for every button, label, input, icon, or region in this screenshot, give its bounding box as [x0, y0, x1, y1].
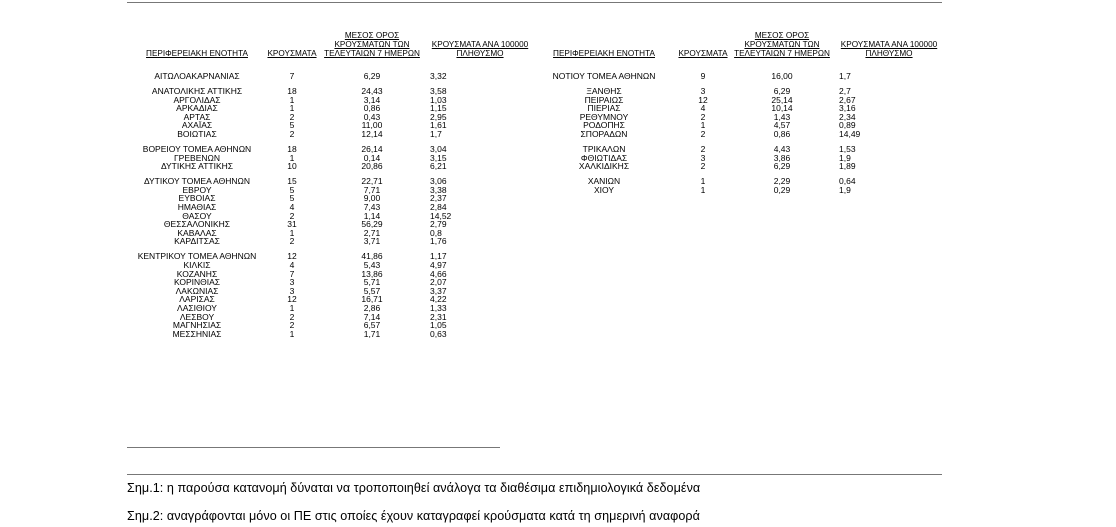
cell-name: ΒΟΙΩΤΙΑΣ	[177, 129, 217, 139]
cell-cases: 18	[287, 144, 297, 154]
cell-per100k: 0,63	[430, 328, 447, 339]
cell-cases: 12	[287, 294, 297, 305]
cell-avg: 6,57	[363, 320, 381, 331]
cell-name: ΛΕΣΒΟΥ	[179, 311, 215, 322]
cell-avg: 10,14	[771, 103, 793, 114]
cell-per100k: 1,15	[430, 103, 447, 114]
left-table	[122, 0, 542, 450]
right-table	[529, 0, 949, 450]
cell-per100k: 0,89	[839, 120, 856, 131]
cell-avg: 1,43	[773, 111, 791, 122]
cell-cases: 3	[289, 285, 295, 296]
cell-name: ΦΘΙΩΤΙΔΑΣ	[580, 152, 628, 163]
cell-avg: 5,71	[363, 277, 381, 288]
cell-name: ΚΟΖΑΝΗΣ	[176, 268, 218, 279]
cell-per100k: 3,38	[430, 184, 447, 195]
cell-name: ΛΑΡΙΣΑΣ	[179, 294, 215, 305]
cell-per100k: 4,97	[430, 260, 447, 270]
cell-per100k: 3,15	[430, 152, 447, 163]
cell-cases: 1	[289, 303, 295, 313]
cell-cases: 12	[287, 251, 297, 262]
cell-per100k: 2,37	[430, 193, 447, 204]
cell-avg: 56,29	[361, 219, 383, 230]
cell-per100k: 3,37	[430, 285, 447, 296]
cell-name: ΜΕΣΣΗΝΙΑΣ	[172, 328, 222, 339]
cell-per100k: 1,03	[430, 94, 447, 105]
right-header-region: ΠΕΡΙΦΕΡΕΙΑΚΗ ΕΝΟΤΗΤΑ	[553, 49, 655, 58]
cell-per100k: 2,31	[430, 311, 447, 322]
cell-avg: 4,43	[773, 144, 791, 154]
cell-name: ΘΑΣΟΥ	[182, 210, 212, 221]
cell-cases: 5	[289, 193, 295, 204]
cell-per100k: 1,9	[839, 184, 851, 195]
cell-name: ΓΡΕΒΕΝΩΝ	[174, 152, 220, 163]
cell-per100k: 3,32	[430, 71, 447, 81]
cell-per100k: 1,76	[430, 236, 447, 247]
cell-per100k: 14,52	[430, 210, 452, 221]
cell-per100k: 2,79	[430, 219, 447, 230]
cell-cases: 4	[289, 260, 295, 270]
cell-name: ΒΟΡΕΙΟΥ ΤΟΜΕΑ ΑΘΗΝΩΝ	[142, 144, 252, 154]
cell-name: ΚΑΡΔΙΤΣΑΣ	[174, 236, 220, 247]
cell-avg: 9,00	[363, 193, 381, 204]
right-header-per100k: ΚΡΟΥΣΜΑΤΑ ΑΝΑ 100000 ΠΛΗΘΥΣΜΟ	[840, 40, 938, 58]
cell-cases: 3	[289, 277, 295, 288]
cell-per100k: 2,34	[839, 111, 856, 122]
cell-name: ΑΡΚΑΔΙΑΣ	[176, 103, 218, 114]
left-header-region: ΠΕΡΙΦΕΡΕΙΑΚΗ ΕΝΟΤΗΤΑ	[146, 49, 248, 58]
cell-per100k: 0,64	[839, 176, 856, 187]
cell-cases: 2	[289, 111, 295, 122]
cell-name: ΑΧΑΪΑΣ	[181, 120, 213, 131]
cell-cases: 2	[700, 144, 706, 154]
cell-per100k: 1,05	[430, 320, 447, 331]
cell-avg: 6,29	[363, 71, 381, 81]
cell-cases: 2	[289, 210, 295, 221]
cell-cases: 9	[700, 71, 706, 81]
cell-cases: 18	[287, 86, 297, 96]
cell-avg: 0,86	[773, 129, 791, 139]
notes-rule	[127, 474, 942, 475]
cell-cases: 2	[700, 129, 706, 139]
cell-cases: 5	[289, 184, 295, 195]
cell-per100k: 3,06	[430, 176, 447, 187]
cell-cases: 12	[698, 94, 708, 105]
cell-name: ΚΑΒΑΛΑΣ	[177, 227, 217, 238]
cell-avg: 5,43	[363, 260, 381, 270]
cell-avg: 25,14	[771, 94, 793, 105]
cell-avg: 7,43	[363, 202, 381, 212]
cell-name: ΕΒΡΟΥ	[182, 184, 212, 195]
cell-per100k: 3,58	[430, 86, 447, 96]
cell-name: ΞΑΝΘΗΣ	[586, 86, 622, 96]
cell-name: ΑΡΓΟΛΙΔΑΣ	[173, 94, 221, 105]
cell-name: ΗΜΑΘΙΑΣ	[177, 202, 217, 212]
cell-cases: 2	[289, 320, 295, 331]
cell-name: ΧΑΝΙΩΝ	[587, 176, 621, 187]
cell-name: ΘΕΣΣΑΛΟΝΙΚΗΣ	[163, 219, 231, 230]
left-header-avg: ΜΕΣΟΣ ΟΡΟΣ ΚΡΟΥΣΜΑΤΩΝ ΤΩΝ ΤΕΛΕΥΤΑΙΩΝ 7 ΗΜΕΡΩΝ	[324, 31, 420, 58]
cell-avg: 22,71	[361, 176, 383, 187]
cell-cases: 1	[700, 120, 706, 131]
cell-avg: 6,29	[773, 86, 791, 96]
cell-per100k: 4,66	[430, 268, 447, 279]
cell-cases: 2	[700, 161, 706, 172]
cell-cases: 4	[289, 202, 295, 212]
cell-avg: 3,14	[363, 94, 381, 105]
cell-name: ΑΡΤΑΣ	[183, 111, 211, 122]
cell-per100k: 4,22	[430, 294, 447, 305]
left-table-bottom-rule	[127, 447, 500, 448]
cell-name: ΤΡΙΚΑΛΩΝ	[582, 144, 626, 154]
cell-name: ΧΙΟΥ	[593, 184, 615, 195]
cell-avg: 7,71	[363, 184, 381, 195]
cell-per100k: 1,61	[430, 120, 447, 131]
cell-avg: 0,14	[363, 152, 381, 163]
cell-per100k: 6,21	[430, 161, 447, 172]
cell-per100k: 2,7	[839, 86, 851, 96]
cell-cases: 1	[289, 103, 295, 114]
cell-name: ΠΕΙΡΑΙΩΣ	[584, 94, 624, 105]
left-header-per100k: ΚΡΟΥΣΜΑΤΑ ΑΝΑ 100000 ΠΛΗΘΥΣΜΟ	[431, 40, 529, 58]
cell-cases: 10	[287, 161, 297, 172]
cell-avg: 0,86	[363, 103, 381, 114]
cell-cases: 1	[289, 152, 295, 163]
cell-cases: 1	[289, 227, 295, 238]
cell-per100k: 1,53	[839, 144, 856, 154]
cell-name: ΡΕΘΥΜΝΟΥ	[579, 111, 629, 122]
cell-avg: 2,86	[363, 303, 381, 313]
cell-per100k: 1,33	[430, 303, 447, 313]
cell-per100k: 2,84	[430, 202, 447, 212]
cell-name: ΝΟΤΙΟΥ ΤΟΜΕΑ ΑΘΗΝΩΝ	[552, 71, 656, 81]
cell-avg: 13,86	[361, 268, 383, 279]
cell-name: ΣΠΟΡΑΔΩΝ	[580, 129, 628, 139]
cell-cases: 1	[700, 184, 706, 195]
cell-avg: 16,00	[771, 71, 793, 81]
note-1: Σημ.1: η παρούσα κατανομή δύναται να τροποποιηθεί ανάλογα τα διαθέσιμα επιδημιολογικά δεδομένα	[127, 481, 701, 495]
cell-avg: 41,86	[361, 251, 383, 262]
cell-cases: 1	[289, 94, 295, 105]
cell-avg: 1,14	[363, 210, 381, 221]
cell-name: ΕΥΒΟΙΑΣ	[178, 193, 216, 204]
left-header-cases: ΚΡΟΥΣΜΑΤΑ	[267, 49, 317, 58]
cell-per100k: 2,67	[839, 94, 856, 105]
cell-name: ΛΑΣΙΘΙΟΥ	[177, 303, 217, 313]
cell-per100k: 2,07	[430, 277, 447, 288]
cell-name: ΔΥΤΙΚΗΣ ΑΤΤΙΚΗΣ	[160, 161, 234, 172]
cell-per100k: 2,95	[430, 111, 447, 122]
cell-cases: 31	[287, 219, 297, 230]
cell-per100k: 1,7	[430, 129, 442, 139]
cell-name: ΠΙΕΡΙΑΣ	[587, 103, 621, 114]
cell-avg: 16,71	[361, 294, 383, 305]
cell-avg: 5,57	[363, 285, 381, 296]
cell-per100k: 1,89	[839, 161, 856, 172]
cell-name: ΔΥΤΙΚΟΥ ΤΟΜΕΑ ΑΘΗΝΩΝ	[143, 176, 251, 187]
cell-cases: 7	[289, 71, 295, 81]
cell-avg: 12,14	[361, 129, 383, 139]
cell-name: ΚΙΛΚΙΣ	[183, 260, 211, 270]
cell-cases: 3	[700, 86, 706, 96]
cell-name: ΑΝΑΤΟΛΙΚΗΣ ΑΤΤΙΚΗΣ	[151, 86, 243, 96]
cell-cases: 1	[700, 176, 706, 187]
cell-avg: 24,43	[361, 86, 383, 96]
cell-cases: 2	[289, 311, 295, 322]
cell-name: ΚΟΡΙΝΘΙΑΣ	[173, 277, 221, 288]
cell-cases: 2	[289, 236, 295, 247]
cell-cases: 2	[700, 111, 706, 122]
cell-name: ΧΑΛΚΙΔΙΚΗΣ	[578, 161, 630, 172]
cell-cases: 7	[289, 268, 295, 279]
cell-avg: 26,14	[361, 144, 383, 154]
cell-avg: 2,29	[773, 176, 791, 187]
cell-avg: 1,71	[363, 328, 381, 339]
cell-name: ΚΕΝΤΡΙΚΟΥ ΤΟΜΕΑ ΑΘΗΝΩΝ	[137, 251, 257, 262]
cell-avg: 7,14	[363, 311, 381, 322]
cell-name: ΑΙΤΩΛΟΑΚΑΡΝΑΝΙΑΣ	[154, 71, 240, 81]
cell-name: ΜΑΓΝΗΣΙΑΣ	[172, 320, 222, 331]
cell-cases: 15	[287, 176, 297, 187]
cell-cases: 2	[289, 129, 295, 139]
cell-per100k: 1,17	[430, 251, 447, 262]
cell-per100k: 14,49	[839, 129, 861, 139]
cell-per100k: 1,7	[839, 71, 851, 81]
cell-cases: 1	[289, 328, 295, 339]
cell-avg: 0,29	[773, 184, 791, 195]
cell-name: ΡΟΔΟΠΗΣ	[583, 120, 625, 131]
cell-avg: 2,71	[363, 227, 381, 238]
right-header-avg: ΜΕΣΟΣ ΟΡΟΣ ΚΡΟΥΣΜΑΤΩΝ ΤΩΝ ΤΕΛΕΥΤΑΙΩΝ 7 ΗΜΕΡΩΝ	[734, 31, 830, 58]
cell-avg: 4,57	[773, 120, 791, 131]
cell-per100k: 0,8	[430, 227, 442, 238]
cell-cases: 4	[700, 103, 706, 114]
cell-avg: 6,29	[773, 161, 791, 172]
cell-avg: 3,86	[773, 152, 791, 163]
cell-cases: 5	[289, 120, 295, 131]
cell-cases: 3	[700, 152, 706, 163]
cell-per100k: 3,04	[430, 144, 447, 154]
cell-per100k: 1,9	[839, 152, 851, 163]
cell-per100k: 3,16	[839, 103, 856, 114]
cell-name: ΛΑΚΩΝΙΑΣ	[175, 285, 219, 296]
note-2: Σημ.2: αναγράφονται μόνο οι ΠΕ στις οποίες έχουν καταγραφεί κρούσματα κατά τη σημερινή αναφορά	[127, 509, 700, 523]
cell-avg: 11,00	[361, 120, 383, 131]
cell-avg: 3,71	[363, 236, 381, 247]
right-header-cases: ΚΡΟΥΣΜΑΤΑ	[678, 49, 728, 58]
cell-avg: 0,43	[363, 111, 381, 122]
cell-avg: 20,86	[361, 161, 383, 172]
